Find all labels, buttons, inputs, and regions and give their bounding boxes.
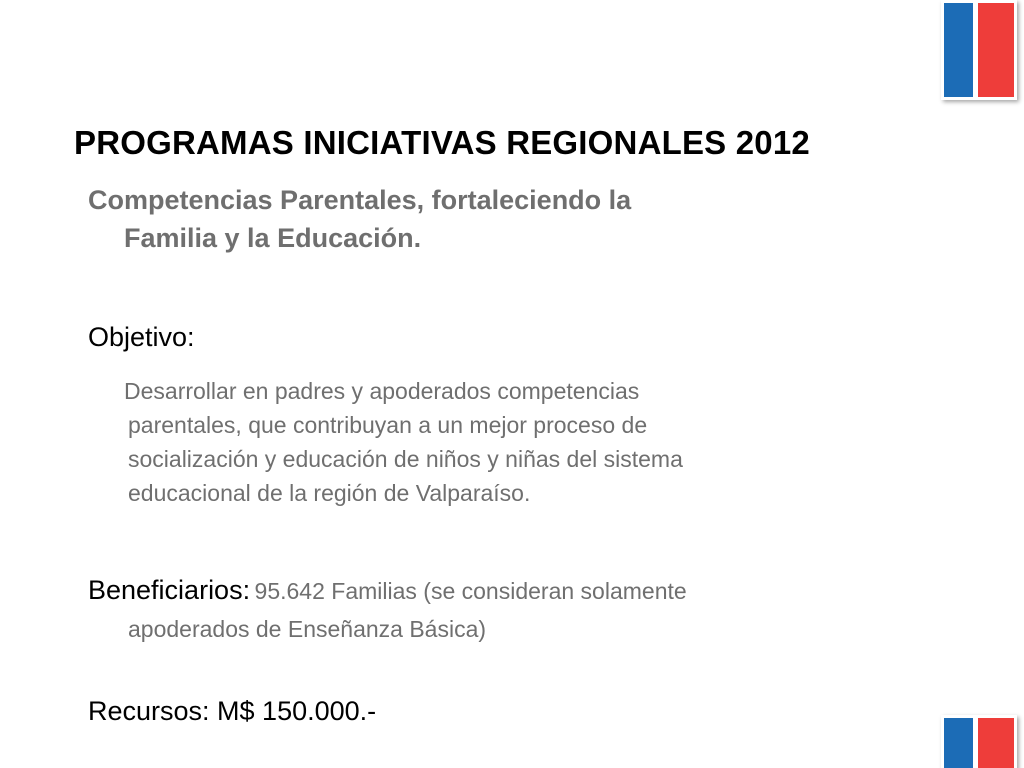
beneficiaries-value-line-2: apoderados de Enseñanza Básica)	[128, 616, 487, 642]
chile-flag-logo-icon	[941, 715, 1017, 768]
objective-line-3: socialización y educación de niños y niñas del sistema	[128, 446, 683, 472]
beneficiaries-value: 95.642 Familias (se consideran solamente	[254, 578, 687, 604]
objective-label: Objetivo:	[88, 322, 195, 352]
flag-blue-stripe	[944, 718, 973, 768]
program-subtitle	[88, 181, 808, 257]
flag-blue-stripe	[944, 3, 973, 97]
resources: Recursos: M$ 150.000.-	[88, 696, 377, 726]
flag-red-stripe	[978, 718, 1014, 768]
objective-line-4: educacional de la región de Valparaíso.	[128, 480, 531, 506]
subtitle-line-2: Familia y la Educación.	[124, 223, 422, 253]
slide-title: PROGRAMAS INICIATIVAS REGIONALES 2012	[74, 124, 810, 161]
flag-red-stripe	[978, 3, 1014, 97]
objective-line-1: Desarrollar en padres y apoderados competencias	[124, 378, 640, 404]
objective-line-2: parentales, que contribuyan a un mejor proceso de	[128, 412, 648, 438]
chile-flag-logo-icon	[941, 0, 1017, 100]
beneficiaries-label: Beneficiarios:	[88, 575, 251, 605]
objective-text	[124, 374, 848, 510]
beneficiaries	[88, 573, 888, 646]
subtitle-line-1: Competencias Parentales, fortaleciendo la	[88, 185, 632, 215]
